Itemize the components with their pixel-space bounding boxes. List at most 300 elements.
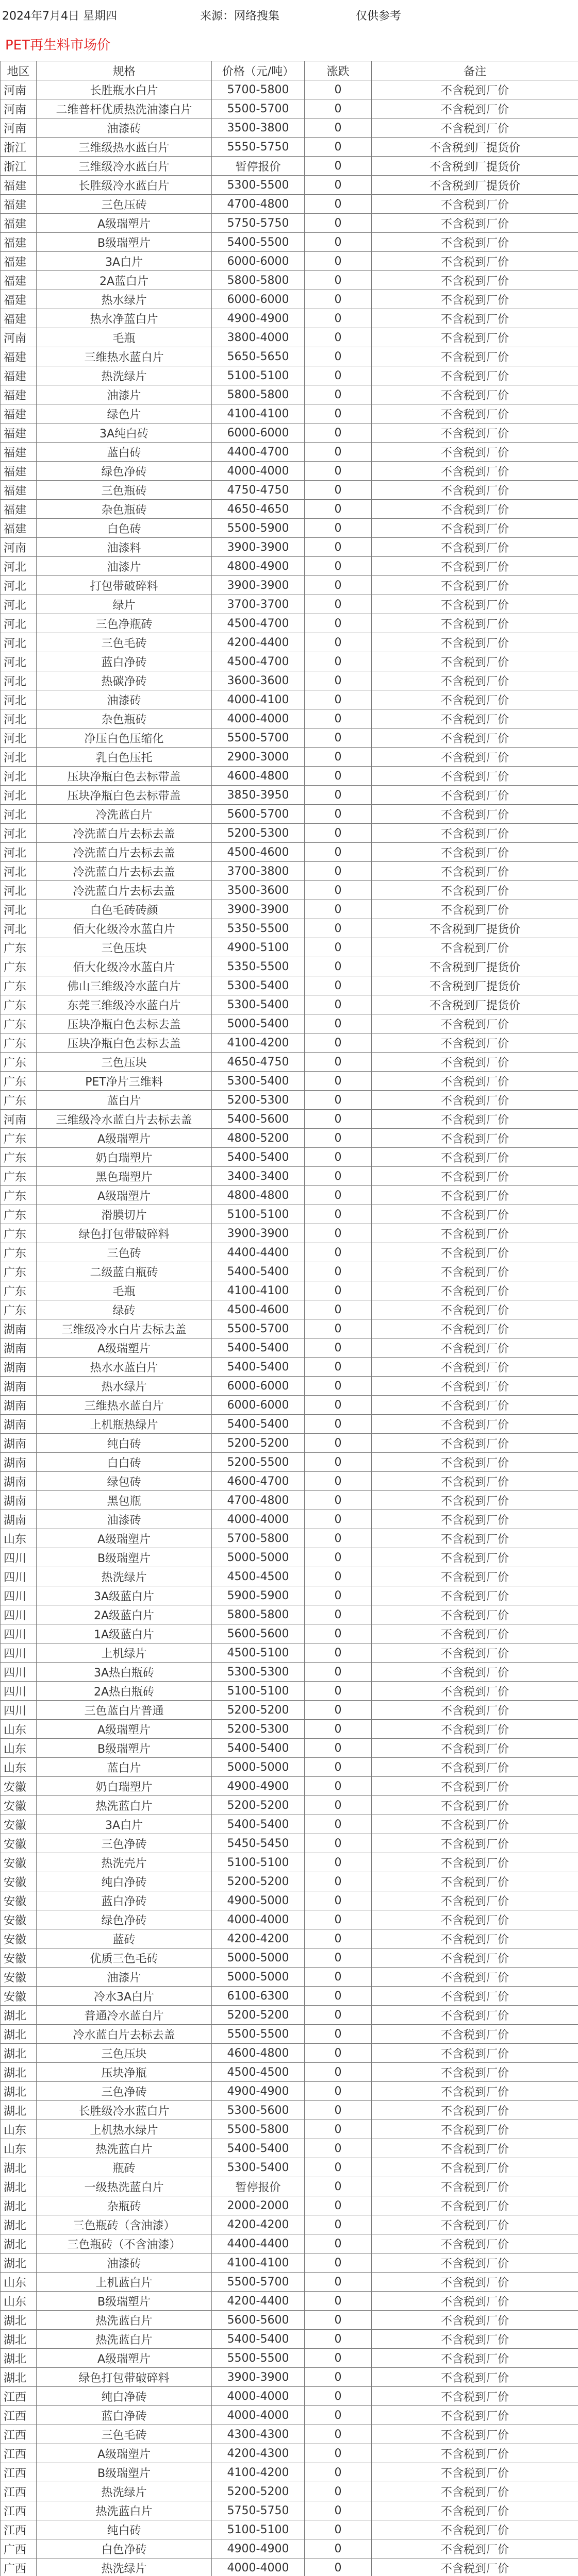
cell-remark: 不含税到厂价 <box>372 938 578 957</box>
cell-change: 0 <box>305 1072 372 1091</box>
cell-remark: 不含税到厂价 <box>372 2463 578 2482</box>
cell-remark: 不含税到厂价 <box>372 824 578 843</box>
cell-spec: 佰大化级冷水蓝白片 <box>37 919 212 938</box>
cell-spec: 油漆砖 <box>37 690 212 709</box>
cell-remark: 不含税到厂价 <box>372 1529 578 1548</box>
cell-change: 0 <box>305 1739 372 1758</box>
table-row <box>1 2234 578 2253</box>
cell-remark: 不含税到厂价 <box>372 1548 578 1567</box>
cell-spec: 长胜级冷水蓝白片 <box>37 2101 212 2120</box>
cell-price: 3800-4000 <box>212 328 305 347</box>
cell-change: 0 <box>305 309 372 328</box>
cell-region: 浙江 <box>1 157 37 176</box>
cell-change: 0 <box>305 481 372 500</box>
cell-change: 0 <box>305 138 372 157</box>
cell-region: 广东 <box>1 1300 37 1319</box>
cell-remark: 不含税到厂价 <box>372 80 578 99</box>
cell-price: 5500-5700 <box>212 1319 305 1338</box>
table-row <box>1 157 578 176</box>
cell-spec: 绿色打包带破碎料 <box>37 2368 212 2387</box>
cell-change: 0 <box>305 1224 372 1243</box>
table-row <box>1 1224 578 1243</box>
cell-spec: 黑色瑞塑片 <box>37 1167 212 1186</box>
cell-price: 4500-4700 <box>212 652 305 671</box>
cell-region: 广东 <box>1 1148 37 1167</box>
cell-spec: 乳白色压托 <box>37 748 212 767</box>
table-row <box>1 118 578 138</box>
cell-price: 4100-4200 <box>212 2463 305 2482</box>
table-row <box>1 595 578 614</box>
cell-remark: 不含税到厂价 <box>372 595 578 614</box>
cell-remark: 不含税到厂价 <box>372 1281 578 1300</box>
cell-change: 0 <box>305 1358 372 1377</box>
table-row <box>1 214 578 233</box>
cell-region: 河北 <box>1 881 37 900</box>
cell-region: 福建 <box>1 462 37 481</box>
cell-spec: 热洗蓝白片 <box>37 2311 212 2330</box>
table-row <box>1 2349 578 2368</box>
table-row <box>1 1262 578 1281</box>
cell-change: 0 <box>305 195 372 214</box>
cell-spec: 毛瓶 <box>37 1281 212 1300</box>
cell-price: 3900-3900 <box>212 538 305 557</box>
cell-price: 3500-3800 <box>212 118 305 138</box>
table-row <box>1 2196 578 2215</box>
cell-remark: 不含税到厂价 <box>372 2196 578 2215</box>
cell-change: 0 <box>305 290 372 309</box>
cell-price: 4000-4000 <box>212 462 305 481</box>
cell-price: 5000-5400 <box>212 1014 305 1033</box>
table-row <box>1 748 578 767</box>
cell-change: 0 <box>305 690 372 709</box>
table-row <box>1 2387 578 2406</box>
cell-remark: 不含税到厂价 <box>372 2120 578 2139</box>
cell-remark: 不含税到厂提货价 <box>372 995 578 1014</box>
cell-price: 5700-5800 <box>212 80 305 99</box>
cell-region: 安徽 <box>1 1853 37 1872</box>
cell-price: 2900-3000 <box>212 748 305 767</box>
cell-price: 4200-4200 <box>212 1929 305 1948</box>
table-row <box>1 557 578 576</box>
cell-spec: 奶白瑞塑片 <box>37 1777 212 1796</box>
cell-region: 四川 <box>1 1643 37 1663</box>
cell-change: 0 <box>305 2520 372 2539</box>
cell-price: 暂停报价 <box>212 2177 305 2196</box>
cell-change: 0 <box>305 1319 372 1338</box>
cell-region: 福建 <box>1 214 37 233</box>
cell-spec: A级瑞塑片 <box>37 1529 212 1548</box>
cell-spec: 三色压块 <box>37 938 212 957</box>
cell-price: 4600-4800 <box>212 2044 305 2063</box>
cell-region: 安徽 <box>1 1929 37 1948</box>
cell-change: 0 <box>305 2273 372 2292</box>
cell-region: 广东 <box>1 1091 37 1110</box>
cell-price: 4100-4200 <box>212 1033 305 1053</box>
cell-remark: 不含税到厂价 <box>372 1148 578 1167</box>
cell-change: 0 <box>305 1205 372 1224</box>
cell-spec: 东莞三维级冷水蓝白片 <box>37 995 212 1014</box>
cell-price: 5100-5100 <box>212 1205 305 1224</box>
table-row <box>1 805 578 824</box>
cell-price: 4000-4000 <box>212 2558 305 2576</box>
table-row <box>1 1377 578 1396</box>
cell-price: 5400-5400 <box>212 1262 305 1281</box>
cell-change: 0 <box>305 2101 372 2120</box>
cell-price: 3700-3800 <box>212 862 305 881</box>
table-row <box>1 1300 578 1319</box>
cell-region: 河南 <box>1 538 37 557</box>
cell-spec: 蓝白净砖 <box>37 1891 212 1910</box>
cell-change: 0 <box>305 2139 372 2158</box>
table-row <box>1 709 578 728</box>
cell-change: 0 <box>305 2558 372 2576</box>
cell-price: 4750-4750 <box>212 481 305 500</box>
cell-change: 0 <box>305 2387 372 2406</box>
cell-change: 0 <box>305 1281 372 1300</box>
cell-spec: 三色瓶砖（含油漆） <box>37 2215 212 2234</box>
table-row <box>1 2101 578 2120</box>
cell-change: 0 <box>305 1929 372 1948</box>
cell-region: 湖北 <box>1 2234 37 2253</box>
cell-price: 5200-5200 <box>212 1701 305 1720</box>
cell-price: 5200-5300 <box>212 1720 305 1739</box>
cell-region: 河北 <box>1 633 37 652</box>
cell-change: 0 <box>305 1682 372 1701</box>
cell-remark: 不含税到厂价 <box>372 1663 578 1682</box>
cell-region: 广东 <box>1 1186 37 1205</box>
table-row <box>1 576 578 595</box>
cell-change: 0 <box>305 80 372 99</box>
cell-remark: 不含税到厂价 <box>372 1777 578 1796</box>
cell-spec: 油漆片 <box>37 385 212 404</box>
cell-spec: 压块净瓶白色去标去盖 <box>37 1033 212 1053</box>
cell-price: 5400-5400 <box>212 1338 305 1358</box>
cell-region: 湖南 <box>1 1491 37 1510</box>
cell-price: 5100-5100 <box>212 1682 305 1701</box>
cell-region: 福建 <box>1 176 37 195</box>
cell-spec: A级瑞塑片 <box>37 1129 212 1148</box>
cell-region: 河北 <box>1 748 37 767</box>
cell-remark: 不含税到厂价 <box>372 2311 578 2330</box>
cell-change: 0 <box>305 2120 372 2139</box>
cell-remark: 不含税到厂价 <box>372 2253 578 2273</box>
table-row <box>1 1014 578 1033</box>
cell-remark: 不含税到厂价 <box>372 557 578 576</box>
cell-change: 0 <box>305 1815 372 1834</box>
cell-change: 0 <box>305 2215 372 2234</box>
cell-spec: 三维级冷水白片去标去盖 <box>37 1319 212 1338</box>
cell-spec: 三色压砖 <box>37 195 212 214</box>
cell-remark: 不含税到厂价 <box>372 1948 578 1968</box>
cell-region: 安徽 <box>1 1872 37 1891</box>
cell-region: 广东 <box>1 1072 37 1091</box>
cell-change: 0 <box>305 2368 372 2387</box>
cell-remark: 不含税到厂价 <box>372 1167 578 1186</box>
cell-region: 湖北 <box>1 2082 37 2101</box>
cell-change: 0 <box>305 1548 372 1567</box>
cell-price: 5300-5400 <box>212 2158 305 2177</box>
table-row <box>1 2406 578 2425</box>
cell-region: 山东 <box>1 2120 37 2139</box>
cell-price: 5300-5400 <box>212 1072 305 1091</box>
cell-region: 福建 <box>1 404 37 423</box>
cell-region: 河北 <box>1 824 37 843</box>
column-header-change: 涨跌 <box>305 61 372 80</box>
cell-change: 0 <box>305 1796 372 1815</box>
cell-region: 江西 <box>1 2406 37 2425</box>
cell-spec: 冷水3A白片 <box>37 1987 212 2006</box>
cell-remark: 不含税到厂价 <box>372 1224 578 1243</box>
cell-change: 0 <box>305 2025 372 2044</box>
cell-region: 河北 <box>1 614 37 633</box>
cell-price: 4000-4000 <box>212 2387 305 2406</box>
cell-change: 0 <box>305 767 372 786</box>
cell-spec: 3A级蓝白片 <box>37 1586 212 1605</box>
cell-price: 4700-4800 <box>212 195 305 214</box>
cell-spec: 油漆砖 <box>37 118 212 138</box>
cell-remark: 不含税到厂价 <box>372 2025 578 2044</box>
cell-region: 福建 <box>1 290 37 309</box>
cell-spec: 打包带破碎料 <box>37 576 212 595</box>
cell-spec: 热洗绿片 <box>37 366 212 385</box>
cell-price: 4800-4800 <box>212 1186 305 1205</box>
cell-spec: 蓝白片 <box>37 1091 212 1110</box>
cell-remark: 不含税到厂价 <box>372 328 578 347</box>
cell-spec: 热洗绿片 <box>37 1567 212 1586</box>
cell-price: 3900-3900 <box>212 2368 305 2387</box>
cell-change: 0 <box>305 1643 372 1663</box>
cell-remark: 不含税到厂价 <box>372 1396 578 1415</box>
cell-change: 0 <box>305 1167 372 1186</box>
table-row <box>1 2482 578 2501</box>
cell-price: 4600-4800 <box>212 767 305 786</box>
cell-spec: 上机瓶热绿片 <box>37 1415 212 1434</box>
cell-spec: 油漆片 <box>37 1968 212 1987</box>
cell-remark: 不含税到厂价 <box>372 1243 578 1262</box>
cell-price: 暂停报价 <box>212 157 305 176</box>
cell-spec: 杂色瓶砖 <box>37 709 212 728</box>
cell-region: 河北 <box>1 671 37 690</box>
table-row <box>1 423 578 443</box>
cell-region: 四川 <box>1 1586 37 1605</box>
table-row <box>1 1129 578 1148</box>
cell-price: 5900-5900 <box>212 1586 305 1605</box>
cell-remark: 不含税到厂价 <box>372 767 578 786</box>
table-row <box>1 462 578 481</box>
cell-region: 福建 <box>1 309 37 328</box>
cell-change: 0 <box>305 1891 372 1910</box>
cell-spec: A级瑞塑片 <box>37 1338 212 1358</box>
cell-change: 0 <box>305 2539 372 2558</box>
cell-price: 5200-5200 <box>212 1872 305 1891</box>
cell-spec: 冷洗蓝白片去标去盖 <box>37 843 212 862</box>
cell-region: 湖北 <box>1 2158 37 2177</box>
cell-change: 0 <box>305 118 372 138</box>
cell-region: 山东 <box>1 1758 37 1777</box>
cell-region: 广东 <box>1 1129 37 1148</box>
cell-remark: 不含税到厂价 <box>372 290 578 309</box>
cell-price: 6000-6000 <box>212 1377 305 1396</box>
table-row <box>1 938 578 957</box>
cell-change: 0 <box>305 404 372 423</box>
cell-spec: 三维热水蓝白片 <box>37 347 212 366</box>
cell-remark: 不含税到厂价 <box>372 748 578 767</box>
cell-spec: 白白砖 <box>37 1453 212 1472</box>
cell-remark: 不含税到厂价 <box>372 2044 578 2063</box>
cell-remark: 不含税到厂价 <box>372 1758 578 1777</box>
table-row <box>1 919 578 938</box>
table-row <box>1 995 578 1014</box>
cell-region: 山东 <box>1 1529 37 1548</box>
cell-remark: 不含税到厂价 <box>372 214 578 233</box>
cell-price: 4000-4000 <box>212 709 305 728</box>
cell-region: 浙江 <box>1 138 37 157</box>
table-row <box>1 2139 578 2158</box>
cell-change: 0 <box>305 1300 372 1319</box>
cell-remark: 不含税到厂价 <box>372 2292 578 2311</box>
cell-remark: 不含税到厂价 <box>372 728 578 748</box>
table-row <box>1 2292 578 2311</box>
cell-change: 0 <box>305 1472 372 1491</box>
cell-change: 0 <box>305 1033 372 1053</box>
table-header-row <box>1 61 578 80</box>
cell-remark: 不含税到厂价 <box>372 2501 578 2520</box>
cell-remark: 不含税到厂价 <box>372 1891 578 1910</box>
cell-remark: 不含税到厂价 <box>372 1377 578 1396</box>
cell-remark: 不含税到厂价 <box>372 1929 578 1948</box>
table-row <box>1 385 578 404</box>
cell-remark: 不含税到厂价 <box>372 1262 578 1281</box>
cell-spec: 三色瓶砖（不含油漆） <box>37 2234 212 2253</box>
table-row <box>1 271 578 290</box>
cell-region: 江西 <box>1 2520 37 2539</box>
cell-spec: 热碳净砖 <box>37 671 212 690</box>
table-row <box>1 500 578 519</box>
table-row <box>1 1434 578 1453</box>
cell-price: 5200-5300 <box>212 1091 305 1110</box>
cell-remark: 不含税到厂价 <box>372 1815 578 1834</box>
cell-price: 5000-5000 <box>212 1948 305 1968</box>
table-row <box>1 1072 578 1091</box>
cell-region: 河北 <box>1 709 37 728</box>
cell-spec: 杂色瓶砖 <box>37 500 212 519</box>
cell-spec: 油漆片 <box>37 557 212 576</box>
cell-region: 河北 <box>1 862 37 881</box>
cell-price: 5400-5400 <box>212 1358 305 1377</box>
table-row <box>1 728 578 748</box>
cell-price: 5200-5200 <box>212 1796 305 1815</box>
table-row <box>1 1396 578 1415</box>
cell-spec: 纯白砖 <box>37 1434 212 1453</box>
cell-price: 4500-5100 <box>212 1643 305 1663</box>
cell-remark: 不含税到厂价 <box>372 881 578 900</box>
cell-remark: 不含税到厂价 <box>372 1072 578 1091</box>
cell-price: 4900-5100 <box>212 938 305 957</box>
cell-change: 0 <box>305 157 372 176</box>
column-header-price: 价格（元/吨） <box>212 61 305 80</box>
cell-price: 5800-5800 <box>212 385 305 404</box>
cell-region: 湖北 <box>1 2044 37 2063</box>
cell-price: 4600-4700 <box>212 1472 305 1491</box>
cell-price: 3850-3950 <box>212 786 305 805</box>
cell-change: 0 <box>305 385 372 404</box>
cell-spec: 蓝砖 <box>37 1929 212 1948</box>
cell-change: 0 <box>305 2234 372 2253</box>
cell-change: 0 <box>305 1148 372 1167</box>
cell-remark: 不含税到厂价 <box>372 195 578 214</box>
cell-spec: 蓝白片 <box>37 1758 212 1777</box>
table-row <box>1 1186 578 1205</box>
cell-price: 4400-4400 <box>212 2234 305 2253</box>
cell-region: 四川 <box>1 1663 37 1682</box>
cell-change: 0 <box>305 1262 372 1281</box>
cell-spec: 三色砖 <box>37 1243 212 1262</box>
table-row <box>1 690 578 709</box>
table-row <box>1 1758 578 1777</box>
cell-spec: 热洗壳片 <box>37 1853 212 1872</box>
cell-spec: 白色毛砖砖颜 <box>37 900 212 919</box>
cell-change: 0 <box>305 1110 372 1129</box>
cell-remark: 不含税到厂价 <box>372 309 578 328</box>
cell-region: 山东 <box>1 1720 37 1739</box>
cell-region: 河北 <box>1 576 37 595</box>
cell-price: 5600-5700 <box>212 805 305 824</box>
cell-spec: 绿包砖 <box>37 1472 212 1491</box>
cell-spec: 蓝白净砖 <box>37 2406 212 2425</box>
cell-price: 5300-5600 <box>212 2101 305 2120</box>
cell-remark: 不含税到厂价 <box>372 1415 578 1434</box>
cell-price: 5600-5600 <box>212 2311 305 2330</box>
table-row <box>1 1053 578 1072</box>
cell-region: 湖南 <box>1 1415 37 1434</box>
cell-spec: 毛瓶 <box>37 328 212 347</box>
cell-remark: 不含税到厂提货价 <box>372 176 578 195</box>
cell-region: 福建 <box>1 366 37 385</box>
cell-region: 湖南 <box>1 1434 37 1453</box>
cell-price: 4900-4900 <box>212 2539 305 2558</box>
cell-price: 5400-5600 <box>212 1110 305 1129</box>
cell-spec: 热水绿片 <box>37 290 212 309</box>
cell-spec: 三维级冷水蓝白片去标去盖 <box>37 1110 212 1129</box>
cell-change: 0 <box>305 1434 372 1453</box>
cell-region: 广东 <box>1 1053 37 1072</box>
cell-region: 河南 <box>1 328 37 347</box>
cell-change: 0 <box>305 2406 372 2425</box>
cell-region: 广东 <box>1 1262 37 1281</box>
cell-remark: 不含税到厂价 <box>372 1510 578 1529</box>
cell-price: 4900-4900 <box>212 1777 305 1796</box>
table-row <box>1 1682 578 1701</box>
cell-remark: 不含税到厂价 <box>372 118 578 138</box>
cell-price: 4650-4750 <box>212 1053 305 1072</box>
cell-remark: 不含税到厂价 <box>372 2387 578 2406</box>
cell-change: 0 <box>305 423 372 443</box>
cell-change: 0 <box>305 748 372 767</box>
cell-remark: 不含税到厂价 <box>372 633 578 652</box>
cell-change: 0 <box>305 633 372 652</box>
table-row <box>1 1605 578 1624</box>
cell-region: 湖北 <box>1 2025 37 2044</box>
table-row <box>1 2006 578 2025</box>
cell-region: 广东 <box>1 995 37 1014</box>
cell-price: 6000-6000 <box>212 252 305 271</box>
cell-region: 广东 <box>1 1205 37 1224</box>
table-row <box>1 1987 578 2006</box>
cell-remark: 不含税到厂价 <box>372 1682 578 1701</box>
cell-change: 0 <box>305 2177 372 2196</box>
cell-spec: 上机绿片 <box>37 1643 212 1663</box>
cell-region: 江西 <box>1 2425 37 2444</box>
